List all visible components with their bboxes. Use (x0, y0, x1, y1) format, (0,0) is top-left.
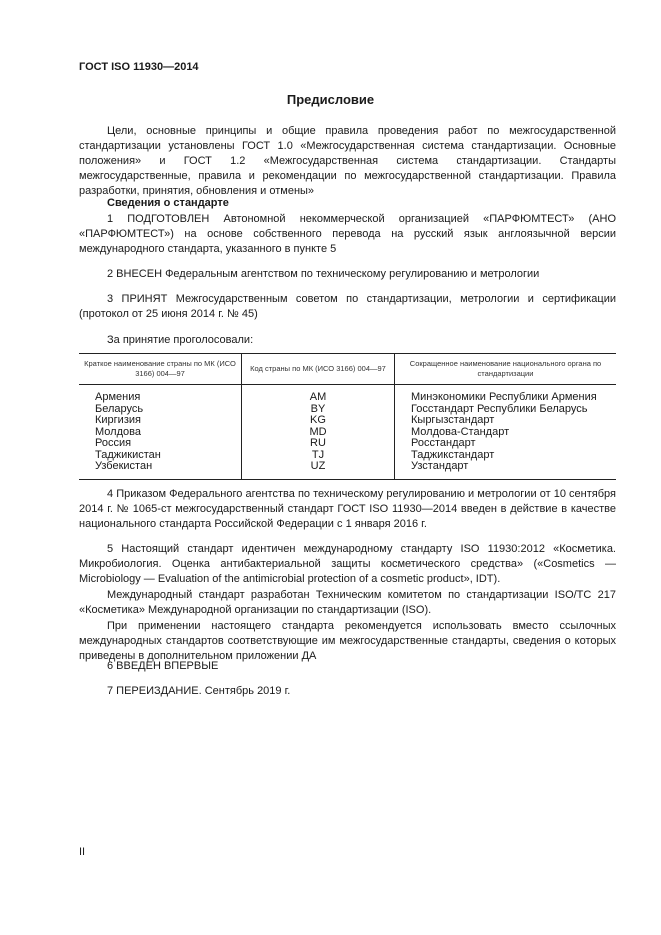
document-code: ГОСТ ISO 11930—2014 (79, 61, 199, 73)
standards-body: Узстандарт (395, 461, 617, 479)
section-heading: Сведения о стандарте (107, 197, 229, 209)
country-name: Узбекистан (79, 461, 242, 479)
header-standards-body: Сокращенное наименование национального органа по стандартизации (395, 354, 617, 385)
item-1: 1 ПОДГОТОВЛЕН Автономной некоммерческой организацией «ПАРФЮМТЕСТ» (АНО «ПАРФЮМТЕСТ») на основе собственного перевода на русский язык англоязычной версии международного стандарта, указанного в пункте 5 (79, 213, 616, 255)
header-country-code: Код страны по МК (ИСО 3166) 004—97 (242, 354, 395, 385)
standards-body: Минэкономики Республики Армения (395, 385, 617, 404)
table-row (79, 461, 616, 479)
table-row (79, 404, 616, 416)
item-5-paragraph-2: Международный стандарт разработан Техническим комитетом по стандартизации ISO/TC 217 «Косметика» Международной организации по стандартизации (ISO). (79, 589, 616, 616)
table-row (79, 385, 616, 404)
item-3: 3 ПРИНЯТ Межгосударственным советом по стандартизации, метрологии и сертификации (протокол от 25 июня 2014 г. № 45) (79, 293, 616, 320)
table-row (79, 438, 616, 450)
intro-paragraph: Цели, основные принципы и общие правила проведения работ по межгосударственной стандартизации установлены ГОСТ 1.0 «Межгосударственная система стандартизации. Основные положения» и ГОСТ 1.2 «Межгосударственная система стандартизации. Стандарты межгосударственные, правила и рекомендации по межгосударственной стандартизации. Правила разработки, принятия, обновления и отмены» (79, 125, 616, 197)
country-name: Беларусь (95, 402, 144, 415)
voted-label: За принятие проголосовали: (107, 334, 254, 346)
standards-body: Кыргызстандарт (395, 415, 617, 427)
country-code: RU (242, 438, 395, 450)
item-5-paragraph-1: 5 Настоящий стандарт идентичен международному стандарту ISO 11930:2012 «Косметика. Микробиология. Оценка антибактериальной защиты косметического средства» («Cosmetics — Microbiology — Evaluation of the antimicrobial protection of a cosmetic product», IDT). (79, 543, 616, 585)
country-code: TJ (242, 450, 395, 462)
country-code: MD (242, 427, 395, 439)
table-row (79, 450, 616, 462)
table-row (79, 415, 616, 427)
item-7: 7 ПЕРЕИЗДАНИЕ. Сентябрь 2019 г. (107, 685, 291, 697)
item-2: 2 ВНЕСЕН Федеральным агентством по техническому регулированию и метрологии (107, 268, 540, 280)
country-code: KG (242, 415, 395, 427)
country-code: AM (242, 385, 395, 404)
standards-body: Росстандарт (395, 438, 617, 450)
item-4: 4 Приказом Федерального агентства по техническому регулированию и метрологии от 10 сентября 2014 г. № 1065-ст межгосударственный стандарт ГОСТ ISO 11930—2014 введен в действие в качестве национального стандарта Российской Федерации с 1 января 2016 г. (79, 488, 616, 530)
standards-body: Молдова-Стандарт (395, 427, 617, 439)
country-name: Россия (95, 437, 132, 449)
item-5-paragraph-3: При применении настоящего стандарта рекомендуется использовать вместо ссылочных международных стандартов соответствующие им межгосударственные стандарты, сведения о которых приведены в дополнительном приложении ДА (79, 620, 616, 662)
page-number: II (79, 846, 86, 858)
header-country-name: Краткое наименование страны по МК (ИСО 3166) 004—97 (79, 354, 242, 385)
country-code: UZ (242, 461, 395, 479)
page-title: Предисловие (286, 92, 375, 107)
country-name: Таджикистан (95, 448, 161, 461)
table-row (79, 427, 616, 439)
table-header-row (79, 354, 616, 385)
country-name: Молдова (95, 425, 141, 438)
standards-body: Таджикстандарт (395, 450, 617, 462)
item-6: 6 ВВЕДЕН ВПЕРВЫЕ (107, 660, 219, 672)
standards-body: Госстандарт Республики Беларусь (395, 404, 617, 416)
country-code: BY (242, 404, 395, 416)
voting-table (79, 353, 616, 480)
country-name: Киргизия (95, 414, 141, 426)
country-name: Армения (95, 391, 141, 403)
